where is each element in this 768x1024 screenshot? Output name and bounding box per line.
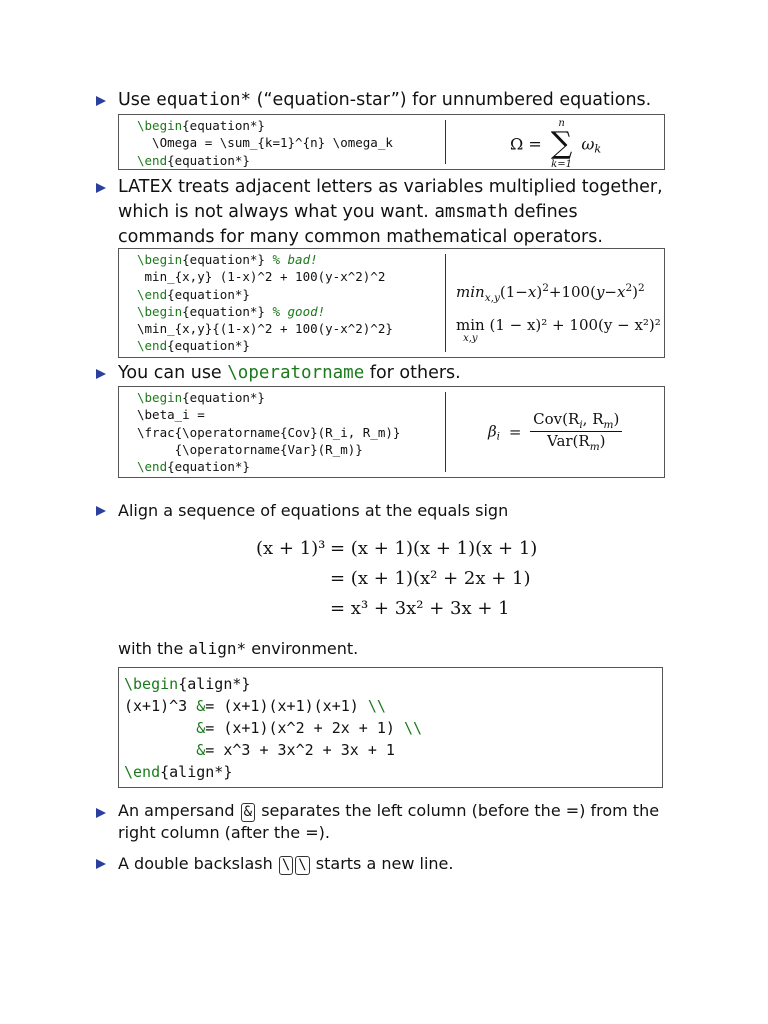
bullet-marker [96, 808, 116, 818]
align-display-row-3-rhs: = x³ + 3x² + 3x + 1 [330, 598, 510, 619]
code-divider [445, 254, 446, 352]
math-min-bad: $\min_{x,y}(1-x)^2+100(y-x^2)^2$ [456, 282, 645, 304]
align-display-row-1-rhs: = (x + 1)(x + 1)(x + 1) [330, 538, 538, 559]
bullet-text-equation-star: Use equation* (“equation-star”) for unnumbered equations. [118, 90, 652, 110]
bullet-marker [96, 369, 116, 379]
ampersand-key: & [241, 803, 255, 822]
bullet-text-ampersand: An ampersand & separates the left column (before the =) from the right column (after the =). [118, 801, 660, 842]
bullet-marker [96, 183, 116, 193]
bullet-text-operatorname: You can use \operatorname for others. [118, 363, 461, 383]
with-align-text: with the align* environment. [118, 639, 359, 658]
bullet-marker [96, 506, 116, 516]
math-beta-frac: $\beta_i$ = $\frac{Cov(R_i, R_m)}{Var(R_m)}$ [488, 410, 622, 453]
code-block-align: \begin{align*} (x+1)^3 &= (x+1)(x+1)(x+1) \\ &= (x+1)(x^2 + 2x + 1) \\ &= x^3 + 3x^2 + 3x + 1 \end{align*} [124, 675, 423, 781]
code-block-beta: \begin{equation*} \beta_i = \frac{\operatorname{Cov}(R_i, R_m)} {\operatorname{Var}(R_m)} \end{equation*} [137, 390, 401, 475]
math-omega-sum: Ω = n ∑ k=1 $\omega_k$ [510, 118, 602, 170]
backslash-key: \ [279, 856, 293, 875]
align-display-row-2-rhs: = (x + 1)(x² + 2x + 1) [330, 568, 531, 589]
latex-logo: LATEX [118, 177, 173, 197]
code-divider [445, 120, 446, 164]
align-display-row-1-lhs: (x + 1)³ [256, 538, 326, 559]
bullet-marker [96, 96, 116, 106]
bullet-marker [96, 859, 116, 869]
code-block-sum: \begin{equation*} \Omega = \sum_{k=1}^{n} \omega_k \end{equation*} [137, 118, 393, 168]
bullet-text-align: Align a sequence of equations at the equals sign [118, 501, 509, 520]
bullet-text-latex-operators: LATEX treats adjacent letters as variables multiplied together, which is not always what you want. amsmath defines commands for many common mathematical operators. [118, 177, 663, 247]
code-divider [445, 392, 446, 472]
math-min-good: min x,y (1 − x)² + 100(y − x²)² [456, 316, 661, 344]
code-block-min: \begin{equation*} % bad! min_{x,y} (1-x)^2 + 100(y-x^2)^2 \end{equation*} \begin{equation*} % good! \min_{x,y}{(1-x)^2 + 100(y-x^2)^2} \end{equation*} [137, 252, 393, 354]
bullet-text-backslash: A double backslash \ \ starts a new line. [118, 854, 454, 873]
backslash-key: \ [295, 856, 309, 875]
